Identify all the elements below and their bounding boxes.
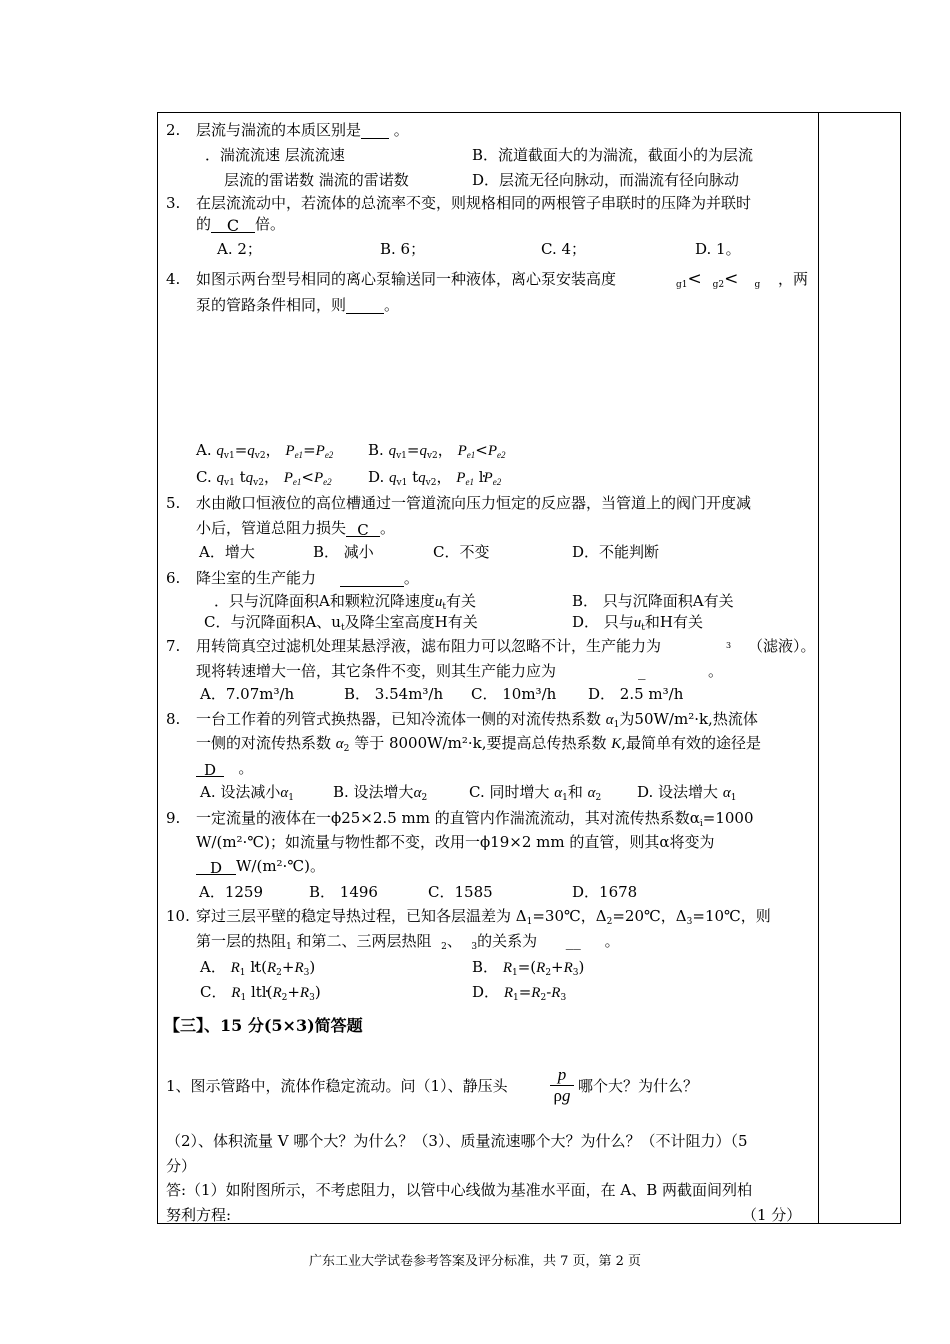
- q5-stem-line1: 水由敞口恒液位的高位槽通过一管道流向压力恒定的反应器，当管道上的阀门开度减: [196, 494, 752, 512]
- q8-answer-line: D 。: [196, 759, 253, 777]
- q4-option-c: C. $q_{v1}$ $tq_{v2}$， $P_{e1}<P_{e2}$: [196, 468, 332, 488]
- q3-option-d: D. 1。: [695, 240, 741, 258]
- q2-option-a: ．湍流流速 层流流速: [205, 146, 345, 164]
- score-column-divider: [818, 112, 819, 1224]
- q3-number: 3.: [166, 194, 181, 212]
- q10-option-b: B． $R_1=(R_2+R_3)$: [472, 958, 585, 978]
- q3-answer: C: [211, 217, 255, 233]
- q2-number: 2.: [166, 121, 181, 139]
- q5-option-b: B． 减小: [313, 543, 374, 561]
- q9-stem-line2: W/(m²·℃)；如流量与物性都不变，改用一ϕ19×2 mm 的直管，则其α将变为: [196, 833, 715, 851]
- q4-option-b: B. $q_{v1}=q_{v2}$， $P_{e1}<P_{e2}$: [368, 441, 506, 461]
- q8-option-b: B. 设法增大$\alpha_2$: [333, 783, 428, 803]
- section3-title: 【三】、15 分(5×3)简答题: [164, 1016, 363, 1035]
- q2-stem: 层流与湍流的本质区别是 。: [196, 121, 409, 139]
- page-footer: 广东工业大学试卷参考答案及评分标准，共 7 页，第 2 页: [308, 1254, 642, 1269]
- q4-height-relation: $_{g1}$< $_{g2}$< $_g$: [676, 269, 761, 290]
- sq1-answer-line1: 答:（1）如附图所示，不考虑阻力，以管中心线做为基准水平面，在 A、B 两截面间列柏: [166, 1181, 752, 1199]
- q10-number: 10.: [166, 907, 190, 925]
- q5-option-d: D．不能判断: [572, 543, 660, 561]
- sq1-score: （1 分）: [742, 1206, 802, 1224]
- q6-option-c: C．与沉降面积A、$u_t$及降尘室高度H有关: [204, 613, 478, 633]
- sq1-line3: 分）: [166, 1157, 197, 1175]
- q5-number: 5.: [166, 494, 181, 512]
- q9-number: 9.: [166, 809, 181, 827]
- q2-option-c: 层流的雷诺数 湍流的雷诺数: [224, 171, 409, 189]
- q6-number: 6.: [166, 569, 181, 587]
- q4-option-a: A. $q_{v1}=q_{v2}$， $P_{e1}=P_{e2}$: [196, 441, 334, 461]
- q4-number: 4.: [166, 270, 181, 288]
- q3-option-b: B. 6；: [380, 240, 426, 258]
- q3-option-c: C. 4；: [541, 240, 587, 258]
- q6-option-b: B． 只与沉降面积A有关: [572, 592, 734, 610]
- q7-option-d: D． 2.5 m³/h: [588, 685, 684, 703]
- q8-option-d: D. 设法增大 $\alpha_1$: [637, 783, 737, 803]
- q10-option-d: D． $R_1=R_2-R_3$: [472, 983, 567, 1003]
- q5-stem-line2: 小后，管道总阻力损失 C 。: [196, 519, 396, 539]
- q9-option-c: C．1585: [428, 883, 493, 901]
- q4-option-d: D. $q_{v1}$ $tq_{v2}$， $P_{e1}$ $ŀP_{e2}$: [368, 468, 502, 488]
- q9-answer: D: [196, 859, 236, 875]
- q5-option-c: C．不变: [433, 543, 490, 561]
- q7-stem-line2-end: 。: [708, 662, 724, 680]
- q4-stem-line2: 泵的管路条件相同，则 。: [196, 296, 400, 314]
- static-head-fraction: p ρg: [550, 1066, 574, 1105]
- q7-stem-line1: 用转筒真空过滤机处理某悬浮液，滤布阻力可以忽略不计，生产能力为: [196, 637, 662, 655]
- q7-blank: _: [638, 662, 646, 680]
- q9-option-a: A．1259: [199, 883, 264, 901]
- sq1-line1: 1、图示管路中，流体作稳定流动。问（1）、静压头: [166, 1077, 508, 1095]
- q5-answer: C: [346, 521, 380, 537]
- sq1-line1-end: 哪个大？为什么？: [578, 1077, 699, 1095]
- q6-option-a: ．只与沉降面积A和颗粒沉降速度$u_t$有关: [214, 592, 476, 612]
- q8-number: 8.: [166, 710, 181, 728]
- q8-answer: D: [196, 761, 224, 777]
- q3-stem-line2: 的 C 倍。: [196, 215, 286, 235]
- q10-stem-line1: 穿过三层平壁的稳定导热过程，已知各层温差为 $\Delta_1=30℃$，$\Delta_2=20℃$，$\Delta_3=10℃$，则: [196, 907, 771, 927]
- q4-stem-line1: 如图示两台型号相同的离心泵输送同一种液体，离心泵安装高度: [196, 270, 617, 288]
- q8-stem-line2: 一侧的对流传热系数 $\alpha_2$ 等于 8000W/m²·k,要提高总传热系数 K,最简单有效的途径是: [196, 734, 762, 754]
- q7-superscript: 3: [726, 641, 732, 650]
- q7-stem-line2: 现将转速增大一倍，其它条件不变，则其生产能力应为: [196, 662, 557, 680]
- q6-stem: 降尘室的生产能力 。: [196, 569, 419, 587]
- q2-option-d: D．层流无径向脉动，而湍流有径向脉动: [472, 171, 740, 189]
- q4-stem-end: ，两: [778, 270, 809, 288]
- q5-option-a: A．增大: [199, 543, 255, 561]
- q3-stem-line1: 在层流流动中，若流体的总流率不变，则规格相同的两根管子串联时的压降为并联时: [196, 194, 752, 212]
- q9-option-d: D．1678: [572, 883, 638, 901]
- q9-answer-line: D W/(m²·℃)。: [196, 857, 325, 875]
- q10-option-a: A． $R_1$ $ŀt(R_2+R_3)$: [200, 958, 316, 978]
- q7-option-c: C． 10m³/h: [471, 685, 557, 703]
- q6-option-d: D． 只与$u_t$和H有关: [572, 613, 704, 633]
- q7-option-b: B． 3.54m³/h: [344, 685, 444, 703]
- sq1-line2: （2）、体积流量 V 哪个大？为什么？（3）、质量流速哪个大？为什么？（不计阻力）（5: [166, 1132, 748, 1150]
- sq1-answer-line2: 努利方程:: [166, 1206, 232, 1224]
- q10-stem-line2: 第一层的热阻$_1$ 和第二、三两层热阻 $_2$、 $_3$的关系为 __ 。: [196, 932, 620, 952]
- q9-stem-line1: 一定流量的液体在一ϕ25×2.5 mm 的直管内作湍流流动，其对流传热系数$\alpha_i=1000$: [196, 809, 754, 829]
- q9-option-b: B． 1496: [309, 883, 378, 901]
- q7-option-a: A．7.07m³/h: [200, 685, 295, 703]
- q8-option-a: A. 设法减小$\alpha_1$: [200, 783, 294, 803]
- q10-option-c: C． $R_1$ $ltŀ(R_2+R_3)$: [200, 983, 321, 1003]
- q7-stem-line1-end: （滤液）。: [748, 637, 816, 655]
- q2-option-b: B．流道截面大的为湍流，截面小的为层流: [472, 146, 754, 164]
- q3-option-a: A. 2；: [217, 240, 262, 258]
- q7-number: 7.: [166, 637, 181, 655]
- q8-option-c: C. 同时增大 $\alpha_1$和 $\alpha_2$: [469, 783, 602, 803]
- q8-stem-line1: 一台工作着的列管式换热器，已知冷流体一侧的对流传热系数 $\alpha_1$为50W/m²·k,热流体: [196, 710, 758, 730]
